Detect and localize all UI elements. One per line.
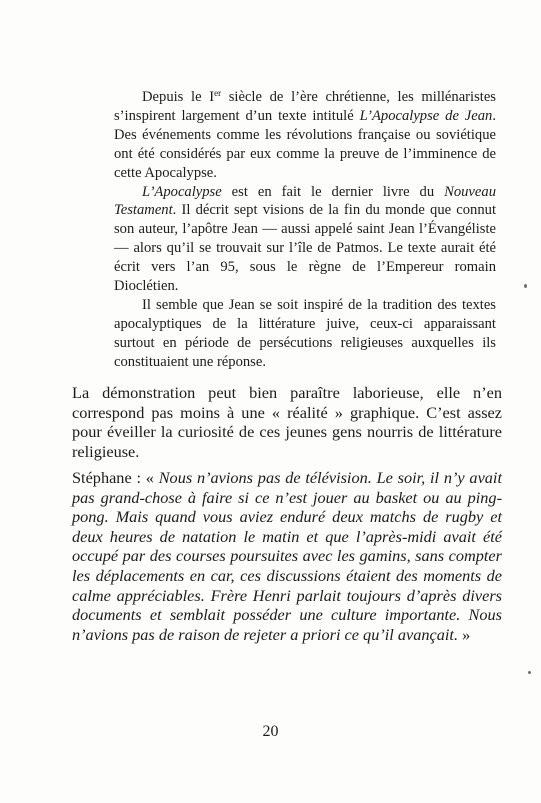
speaker-label: Stéphane : « (72, 468, 159, 487)
quote-paragraph-1: Depuis le Ier siècle de l’ère chrétienne, les millénaristes s’inspirent largement d’un texte intitulé L’Apocalypse de Jean. Des événements comme les révolutions française ou soviétique ont été considérés par eux comme la preuve de l’imminence de cette Apocalypse. (114, 88, 497, 181)
page-number: 20 (262, 723, 279, 740)
print-speck (528, 671, 531, 674)
book-title: L’Apocalypse (142, 183, 222, 200)
testimony-quote: Nous n’avions pas de télévision. Le soir, il n’y avait pas grand-chose à faire si ce n’est jouer au basket ou au ping-pong. Mais quand vous aviez enduré deux matchs de rugby et deux heures de natation le matin et que l’après-midi avait été occupé par des courses poursuites avec les gamins, sans compter les déplacements en car, ces discussions étaient des moments de calme appréciables. Frère Henri parlait toujours d’après divers documents et semblait posséder une culture importante. Nous n’avions pas de raison de rejeter a priori ce qu’il avançait. (72, 468, 502, 644)
body-paragraph-demonstration: La démonstration peut bien paraître laborieuse, elle n’en correspond pas moins à une « réalité » graphique. C’est assez pour éveiller la curiosité de ces jeunes gens nourris de littérature religieuse. (72, 383, 502, 461)
book-title: Nouveau Testament (114, 183, 496, 219)
body-paragraph-stephane: Stéphane : « Nous n’avions pas de télévision. Le soir, il n’y avait pas grand-chose à faire si ce n’est jouer au basket ou au ping-pong. Mais quand vous aviez enduré deux matchs de rugby et deux heures de natation le matin et que l’après-midi avait été occupé par des courses poursuites avec les gamins, sans compter les déplacements en car, ces discussions étaient des moments de calme appréciables. Frère Henri parlait toujours d’après divers documents et semblait posséder une culture importante. Nous n’avions pas de raison de rejeter a priori ce qu’il avançait. » (72, 468, 502, 644)
quote-paragraph-2: L’Apocalypse est en fait le dernier livre du Nouveau Testament. Il décrit sept visions de la fin du monde que connut son auteur, l’apôtre Jean — aussi appelé saint Jean l’Évangéliste — alors qu’il se trouvait sur l’île de Patmos. Le texte aurait été écrit vers l’an 95, sous le règne de l’Empereur romain Dioclétien. (114, 183, 496, 295)
book-title: L’Apocalypse de Jean (359, 107, 493, 124)
quote-paragraph-3: Il semble que Jean se soit inspiré de la tradition des textes apocalyptiques de la littérature juive, ceux-ci apparaissant surtout en période de persécutions religieuses auxquelles ils constituaient une réponse. (114, 296, 496, 370)
print-speck (524, 284, 527, 288)
quoted-excerpt (114, 88, 496, 372)
